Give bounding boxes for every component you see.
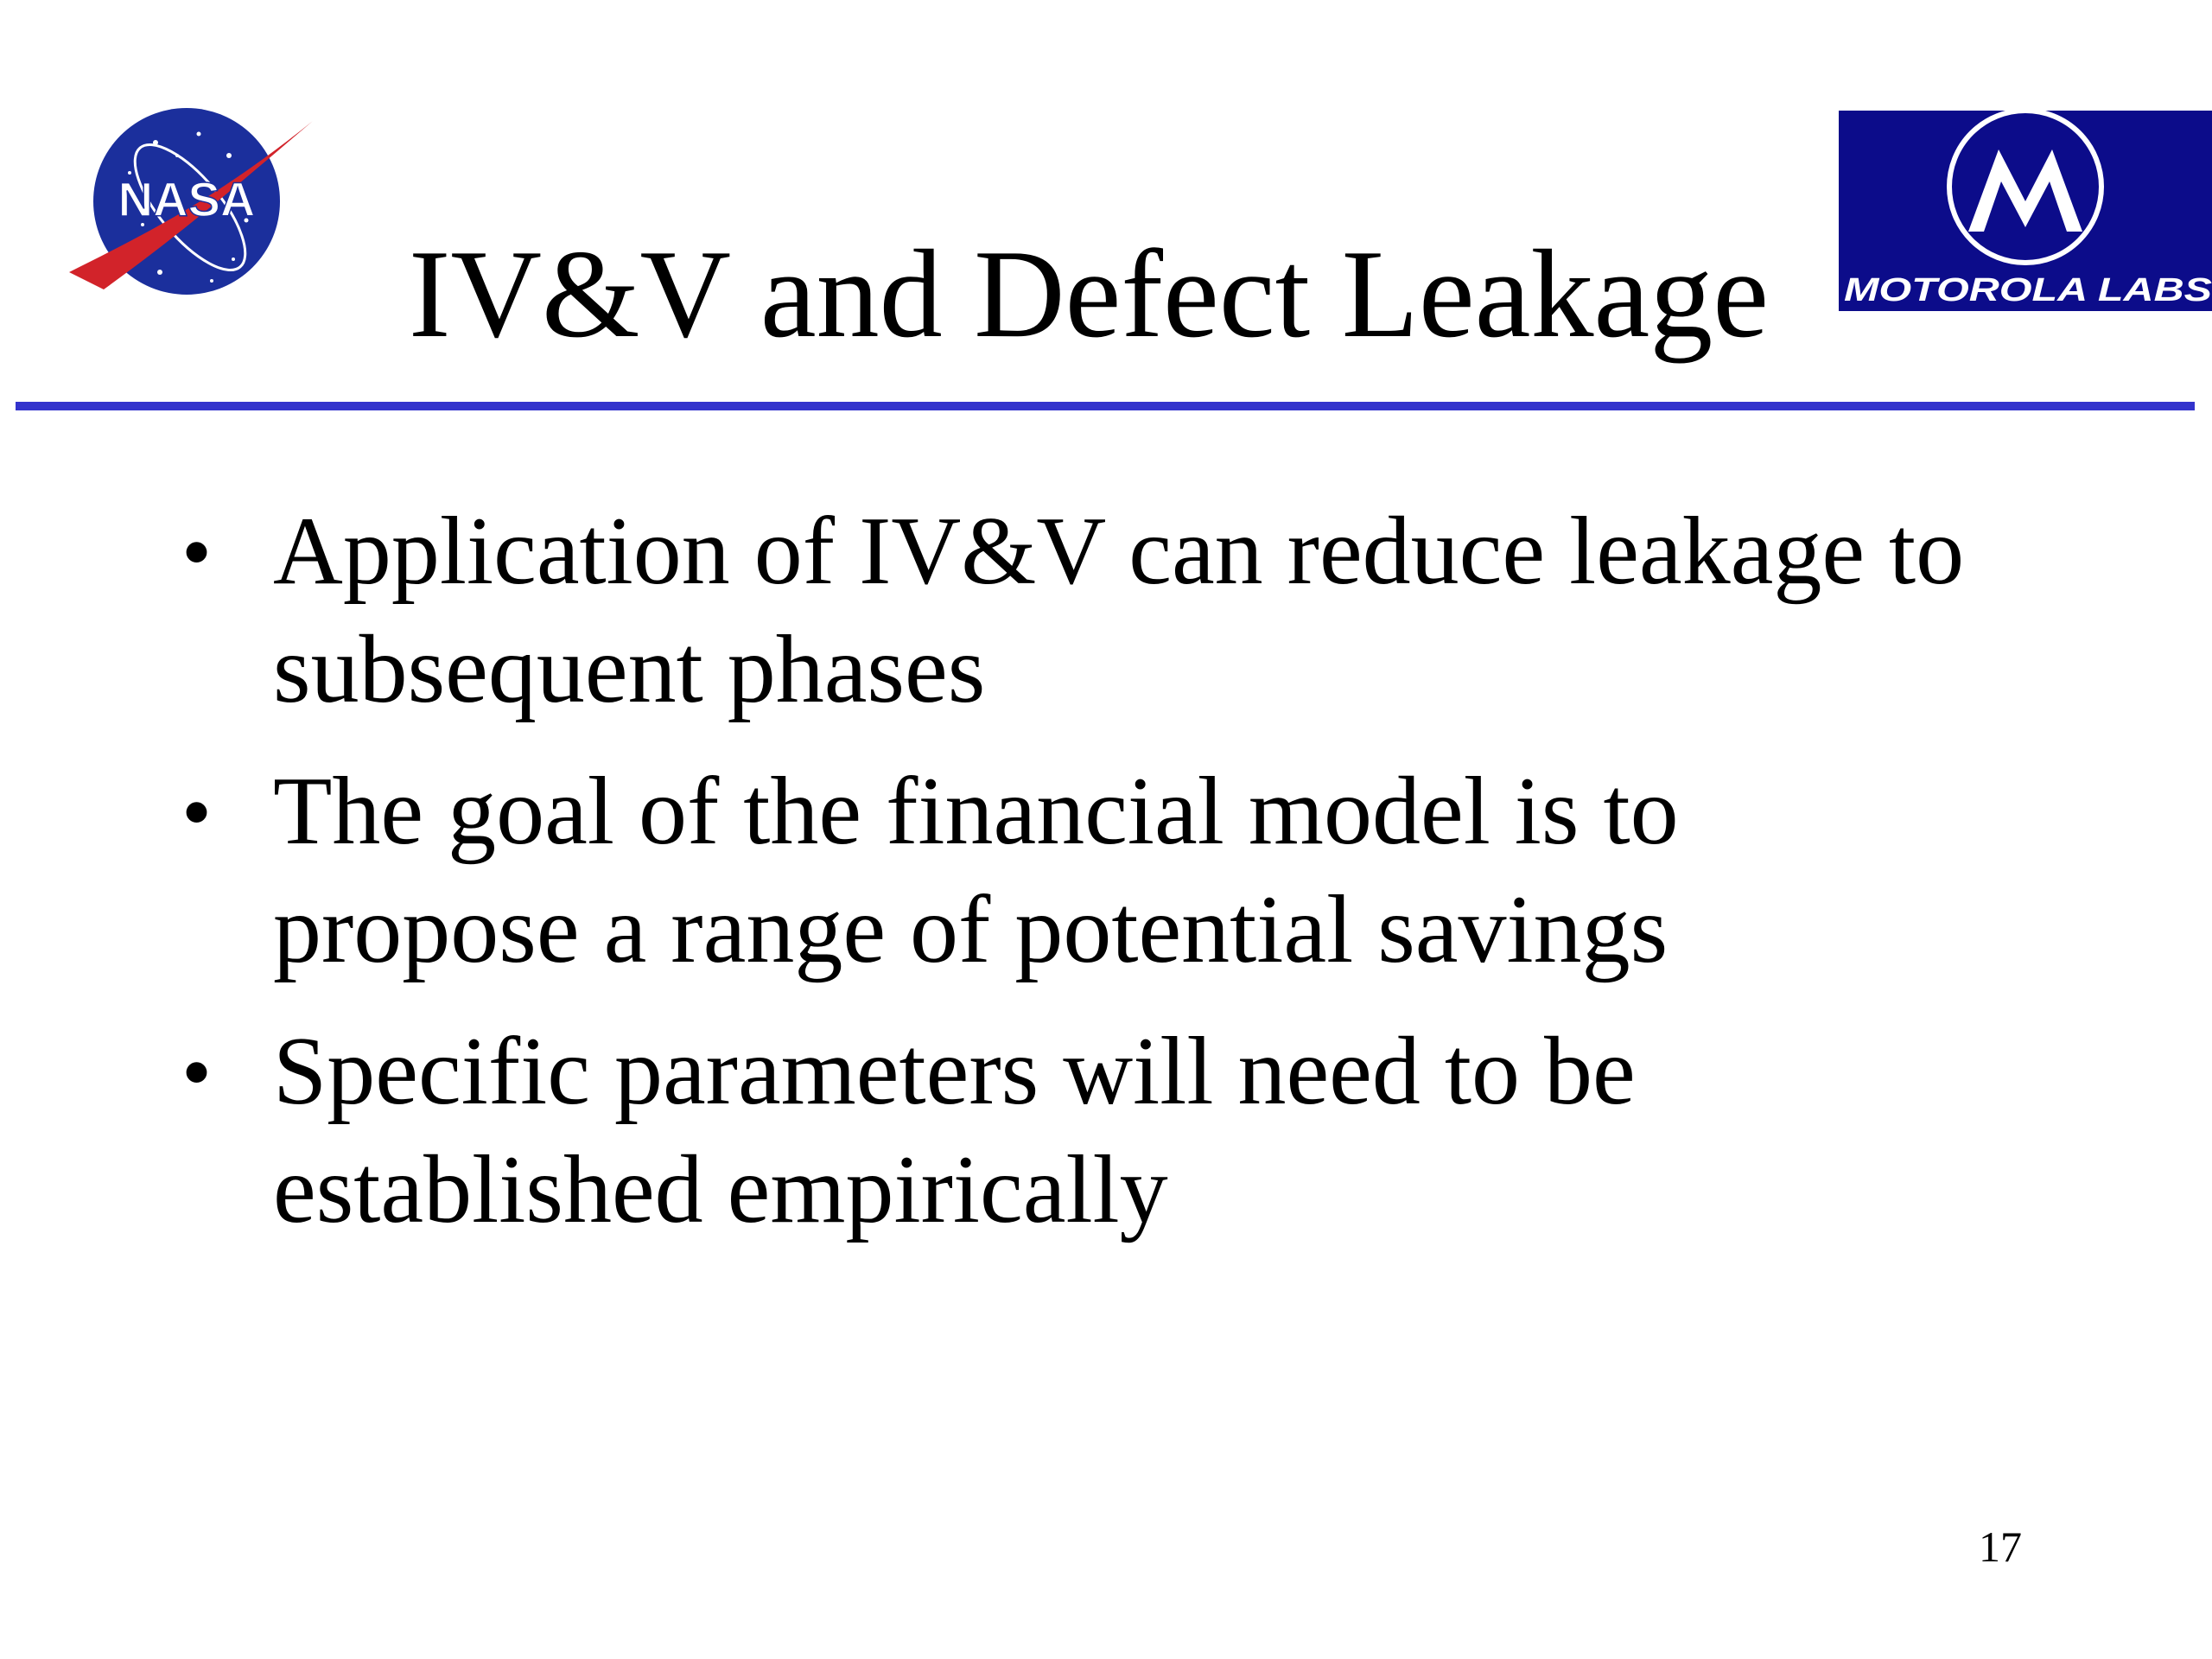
bullet-text-line: established empirically	[273, 1136, 1168, 1243]
bullet-text-line: Specific parameters will need to be	[273, 1018, 1636, 1125]
bullet-item	[181, 1013, 2082, 1249]
bullet-text-line: Application of IV&V can reduce leakage to	[273, 498, 1965, 605]
bullet-text-line: propose a range of potential savings	[273, 876, 1669, 983]
page-number: 17	[1979, 1522, 2022, 1571]
bullet-text-line: The goal of the financial model is to	[273, 758, 1679, 865]
bullet-list	[181, 493, 2082, 1273]
motorola-labs-logo-icon	[1839, 111, 2212, 311]
nasa-logo-icon	[69, 104, 328, 311]
bullet-text-line: subsequent phases	[273, 616, 986, 723]
title-divider	[16, 402, 2195, 410]
slide-title: IV&V and Defect Leakage	[408, 224, 1770, 364]
bullet-icon: •	[181, 1024, 213, 1120]
bullet-icon: •	[181, 764, 213, 860]
bullet-item	[181, 753, 2082, 989]
bullet-item	[181, 493, 2082, 729]
svg-text:NASA: NASA	[118, 172, 256, 226]
svg-text:MOTOROLA LABS: MOTOROLA LABS	[1844, 272, 2212, 308]
bullet-icon: •	[181, 504, 213, 600]
